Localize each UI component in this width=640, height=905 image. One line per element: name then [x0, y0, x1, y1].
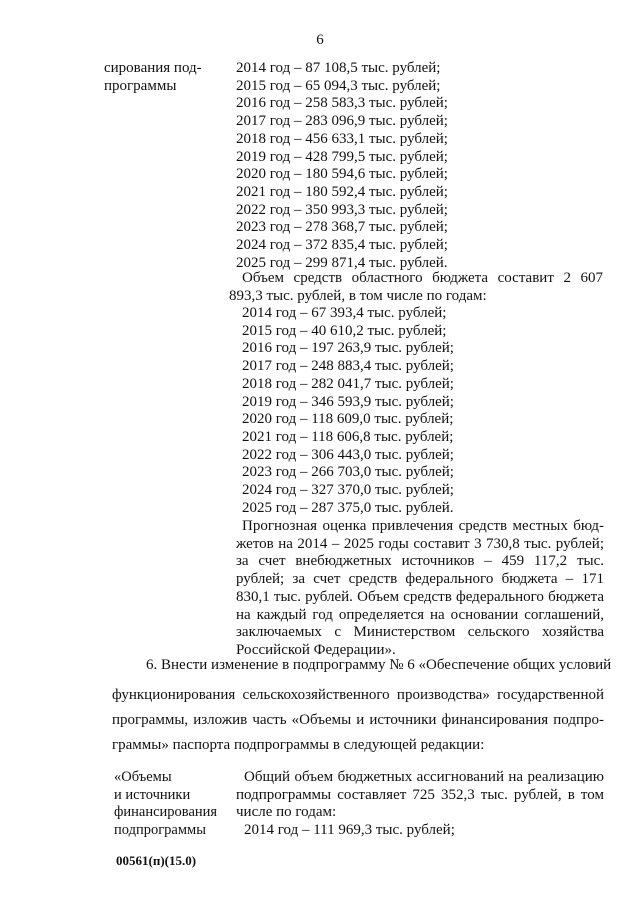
- year-line: 2020 год – 180 594,6 тыс. рублей;: [236, 166, 448, 183]
- year-line: 2019 год – 428 799,5 тыс. рублей;: [236, 148, 448, 165]
- year-line: 2020 год – 118 609,0 тыс. рублей;: [242, 411, 454, 428]
- forecast-line: 830,1 тыс. рублей. Объем средств федерального бюджета: [236, 588, 604, 605]
- section2-line: числе по годам:: [236, 804, 337, 820]
- year-line: 2021 год – 118 606,8 тыс. рублей;: [242, 428, 454, 445]
- left-label-line: программы: [104, 77, 177, 94]
- year-line: 2017 год – 283 096,9 тыс. рублей;: [236, 113, 448, 130]
- left-label-line: подпрограммы: [114, 821, 206, 838]
- forecast-line: рублей; за счет средств федерального бюджета – 171: [236, 571, 604, 588]
- regional-by-year-list: [242, 305, 454, 517]
- footer-document-code: 00561(п)(15.0): [116, 853, 197, 868]
- item6-line: функционирования сельскохозяйственного производства» государственной: [112, 687, 604, 703]
- year-line: 2023 год – 278 368,7 тыс. рублей;: [236, 219, 448, 236]
- year-line: 2015 год – 65 094,3 тыс. рублей;: [236, 77, 441, 94]
- year-line: 2022 год – 306 443,0 тыс. рублей;: [242, 446, 454, 463]
- year-line: 2024 год – 327 370,0 тыс. рублей;: [242, 482, 454, 499]
- year-line: 2014 год – 87 108,5 тыс. рублей;: [236, 60, 441, 76]
- item6-line: граммы» паспорта подпрограммы в следующей редакции:: [112, 737, 485, 753]
- year-line: 2024 год – 372 835,4 тыс. рублей;: [236, 237, 448, 254]
- item6-paragraph: [112, 656, 612, 674]
- section2-line: подпрограммы составляет 725 352,3 тыс. рублей, в том: [236, 786, 604, 803]
- regional-intro-text: Объем средств областного бюджета составит 2 607: [242, 270, 603, 286]
- left-label-line: финансирования: [114, 804, 218, 820]
- year-line: 2025 год – 287 375,0 тыс. рублей.: [242, 499, 454, 516]
- year-line: 2022 год – 350 993,3 тыс. рублей;: [236, 201, 448, 218]
- total-by-year-list: [236, 60, 448, 272]
- year-line: 2019 год – 346 593,9 тыс. рублей;: [242, 393, 454, 410]
- forecast-line: Российской Федерации».: [236, 641, 396, 658]
- forecast-line: заключаемых с Министерством сельского хозяйства: [236, 624, 604, 641]
- page-number: 6: [316, 32, 324, 48]
- regional-intro-line1: [242, 270, 603, 288]
- item6-line-4-wrap: [112, 736, 604, 754]
- forecast-line: жетов на 2014 – 2025 годы составит 3 730,8 тыс. рублей;: [236, 535, 604, 552]
- year-line: 2016 год – 197 263,9 тыс. рублей;: [242, 340, 454, 357]
- item6-line-2-wrap: [112, 686, 604, 704]
- section2-left-label: [114, 769, 217, 839]
- item6-line-3-wrap: [112, 711, 604, 729]
- year-line: 2018 год – 282 041,7 тыс. рублей;: [242, 375, 454, 392]
- year-line: 2021 год – 180 592,4 тыс. рублей;: [236, 183, 448, 200]
- year-line: 2014 год – 67 393,4 тыс. рублей;: [242, 305, 447, 321]
- section2-line: 2014 год – 111 969,3 тыс. рублей;: [244, 821, 455, 838]
- year-line: 2025 год – 299 871,4 тыс. рублей.: [236, 254, 448, 271]
- year-line: 2016 год – 258 583,3 тыс. рублей;: [236, 95, 448, 112]
- forecast-line: Прогнозная оценка привлечения средств местных бюд-: [242, 518, 604, 534]
- forecast-line: на каждый год определяется на основании соглашений,: [236, 606, 604, 623]
- item6-line: 6. Внести изменение в подпрограмму № 6 «Обеспечение общих условий: [146, 657, 612, 673]
- section1-left-label: [104, 60, 202, 95]
- left-label-line: «Объемы: [114, 769, 172, 785]
- forecast-line: за счет внебюджетных источников – 459 117,2 тыс.: [236, 553, 604, 570]
- section2-line: Общий объем бюджетных ассигнований на реализацию: [244, 769, 604, 785]
- forecast-paragraph: [236, 518, 604, 660]
- year-line: 2017 год – 248 883,4 тыс. рублей;: [242, 358, 454, 375]
- year-line: 2023 год – 266 703,0 тыс. рублей;: [242, 464, 454, 481]
- left-label-line: и источники: [114, 786, 191, 803]
- item6-line: программы, изложив часть «Объемы и источники финансирования подпро-: [112, 712, 604, 728]
- year-line: 2018 год – 456 633,1 тыс. рублей;: [236, 130, 448, 147]
- regional-intro-line2: 893,3 тыс. рублей, в том числе по годам:: [229, 288, 487, 304]
- section2-text: [236, 769, 604, 839]
- year-line: 2015 год – 40 610,2 тыс. рублей;: [242, 322, 447, 339]
- left-label-line: сирования под-: [104, 60, 202, 76]
